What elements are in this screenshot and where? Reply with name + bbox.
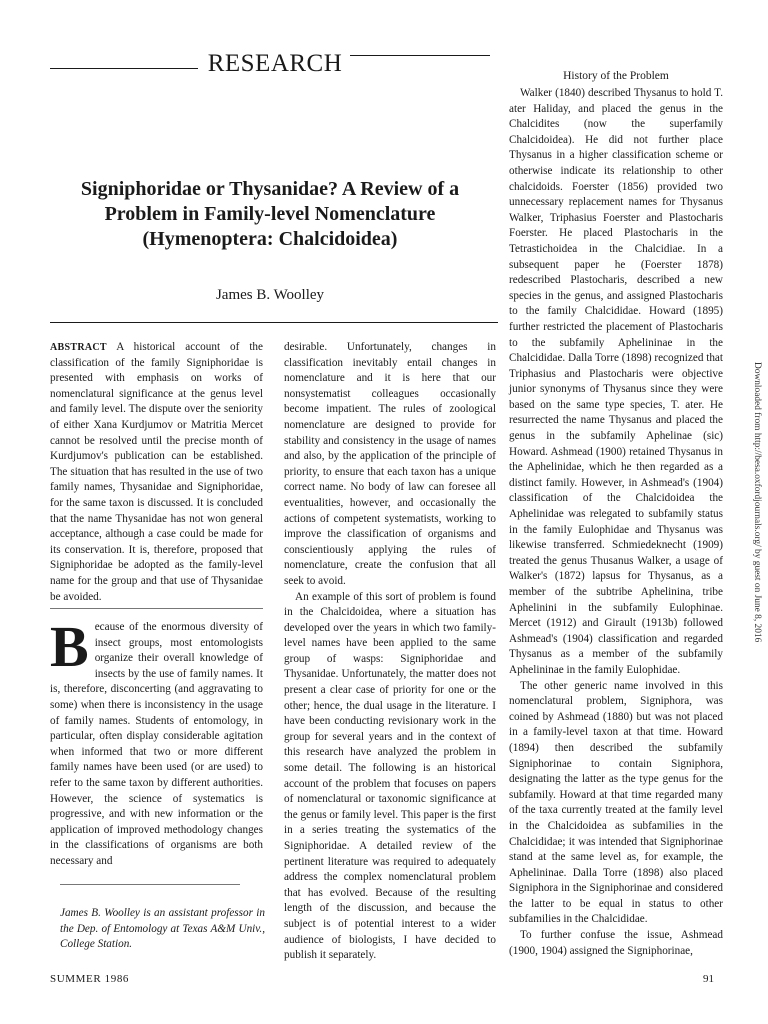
article-title — [40, 177, 500, 252]
abstract-label: ABSTRACT — [50, 342, 107, 353]
author-note: James B. Woolley is an assistant professor in the Dep. of Entomology at Texas A&M Univ., College Station. — [60, 907, 265, 950]
section-header: RESEARCH — [207, 50, 343, 77]
history-heading: History of the Problem — [563, 70, 669, 82]
author-name: James B. Woolley — [215, 287, 325, 303]
intro-text: ecause of the enormous diversity of insect groups, most entomologists organize their overall knowledge of insects by the use of family names. It is, therefore, disconcerting (and aggravating to some) when there is inconsistency in the usage of family names. Students of entomology, in particular, often display considerable agitation when informed that two or more different family names have been used (or are used) to refer to the same taxon by different authorities. However, the science of systematics is progressive, and with new information or the application of improved methodology changes in the classifications of organisms are both necessary and — [50, 621, 263, 867]
abstract — [50, 340, 263, 605]
download-watermark: Downloaded from http://besa.oxfordjournals.org/ by guest on June 8, 2016 — [752, 362, 762, 643]
middle-column — [284, 340, 496, 964]
introduction — [50, 614, 263, 870]
title-line-2: Problem in Family-level Nomenclature — [104, 203, 436, 225]
author-note-rule — [60, 884, 240, 885]
middle-paragraph-2: An example of this sort of problem is found in the Chalcidoidea, where a situation has developed over the years in which two family-level names have been applied to the same group of wasps: Signiphoridae and Thysanidae. Unfortunately, the matter does not present a clear case of priority for one or the other; hence, the dual usage in the literature. I have been conducting revisionary work in the group for several years and in the context of this research have analyzed the problem in some detail. The following is an historical account of the problem that focuses on papers of nomenclatural or taxonomic significance at the genus or family level. This paper is the first in a series treating the systematics of the Signiphoridae. A detailed review of the pertinent literature was required to adequately address the complex nomenclatural problem that has evolved. Because of the resulting length of the discussion, and because the subject is of potential interest to a wider audience of biologists, I have decided to publish it separately. — [284, 590, 496, 962]
right-paragraph-3: To further confuse the issue, Ashmead (1900, 1904) assigned the Signiphorinae, — [509, 929, 723, 957]
page-number: 91 — [703, 973, 714, 985]
middle-paragraph-1: desirable. Unfortunately, changes in classification inevitably entail changes in nomenclature and it is here that our nonsystematist colleagues occasionally become impatient. The rules of zoological nomenclature are designed to provide for stability and consistency in the usage of names and also, by the application of the principle of priority, to ensure that each taxon has a unique correct name. No body of law can foresee all eventualities, however, and occasionally the actions of competent systematists, working to improve the classification of organisms and conscientiously applying the rules of nomenclature, create the confusion that all seek to avoid. — [284, 341, 496, 587]
right-paragraph-2: The other generic name involved in this nomenclatural problem, Signiphora, was coined by Ashmead (1880) but was not placed in a family-level taxon at that time. Howard (1894) then described the subfamily Signiphorinae to contain Signiphora, designating the latter as the type genus for the subfamily. Howard at that time regarded many of the taxa currently treated at the family level in the Chalcidoidea as subfamilies in the Chalcididae; it was intended that Signiphorinae stand at the same level as, for example, the Aphelininae. Dalla Torre (1898) also placed Signiphora in the Signiphorinae and considered the latter to be equal in status to other subfamilies in the Chalcididae. — [509, 679, 723, 926]
right-column — [509, 86, 723, 959]
abstract-text: A historical account of the classification of the family Signiphoridae is presented with emphasis on works of nomenclatural significance at the genus level and family level. The dispute over the seniority of either Xana Kurdjumov or Matritia Mercet cannot be resolved until the precise month of Kurdjumov's publication can be established. The situation that has resulted in the use of two family names, Thysanidae and Signiphoridae, for the same taxon is discussed. It is concluded that the name Thysanidae has not won general acceptance, although a case could be made for its conservation. It is, therefore, proposed that Signiphoridae be adopted as the family-level name for the group and that use of Thysanidae be avoided. — [50, 341, 263, 603]
abstract-end-rule — [50, 608, 263, 609]
drop-cap: B — [50, 614, 89, 679]
abstract-rule — [50, 322, 498, 323]
right-paragraph-1: Walker (1840) described Thysanus to hold T. ater Haliday, and placed the genus in the Chalcidites (now the superfamily Chalcidoidea). He did not further place Thysanus in a higher classification scheme or otherwise indicate its relationship to other chalcidoids. Foerster (1856) provided two unnecessary replacement names for Thysanus Walker, Triphasius Foerster and Plastocharis Foerster. He placed Plastocharis in the Tetrastichoidea in the Chalcidiae. In a subsequent paper he (Foerster 1878) redescribed Plastocharis, described a new species in the genus, and assigned Plastocharis to the family Chalcididae. Howard (1895) further restricted the placement of Plastocharis to the subfamily Aphelininae in the Chalcididae. Dalla Torre (1898) recognized that Triphasius and Plastocharis were objective junior synonyms of Thysanus since they were based on the same type species, T. ater. He resurrected the name Thysanus and placed the genus in the subfamily Aphelinae (sic) Howard. Ashmead (1900) retained Thysanus in the Aphelinidae, which he then regarded as a distinct family. However, in Ashmead's (1904) classification of the Chalcidoidea the Aphelinidae was relegated to subfamily status in the family Eulophidae and Thysanus was likewise transferred. Schmiedeknecht (1909) treated the genus Thusanus Walker, a usage of Walker's (1872) lapsus for Thysanus, as a member of the subtribe Aphelinina, tribe Aphelinini in the subfamily Eulophinae. Mercet (1912) and Girault (1913b) followed Ashmead's (1904) classification and regarded Thysanus as a member of the subfamily Aphelininae in the family Eulophidae. — [509, 87, 723, 676]
header-rule-left — [50, 68, 198, 69]
header-rule-right — [350, 55, 490, 56]
title-line-3: (Hymenoptera: Chalcidoidea) — [142, 228, 398, 250]
issue-label: SUMMER 1986 — [50, 973, 130, 985]
title-line-1: Signiphoridae or Thysanidae? A Review of a — [80, 178, 460, 200]
